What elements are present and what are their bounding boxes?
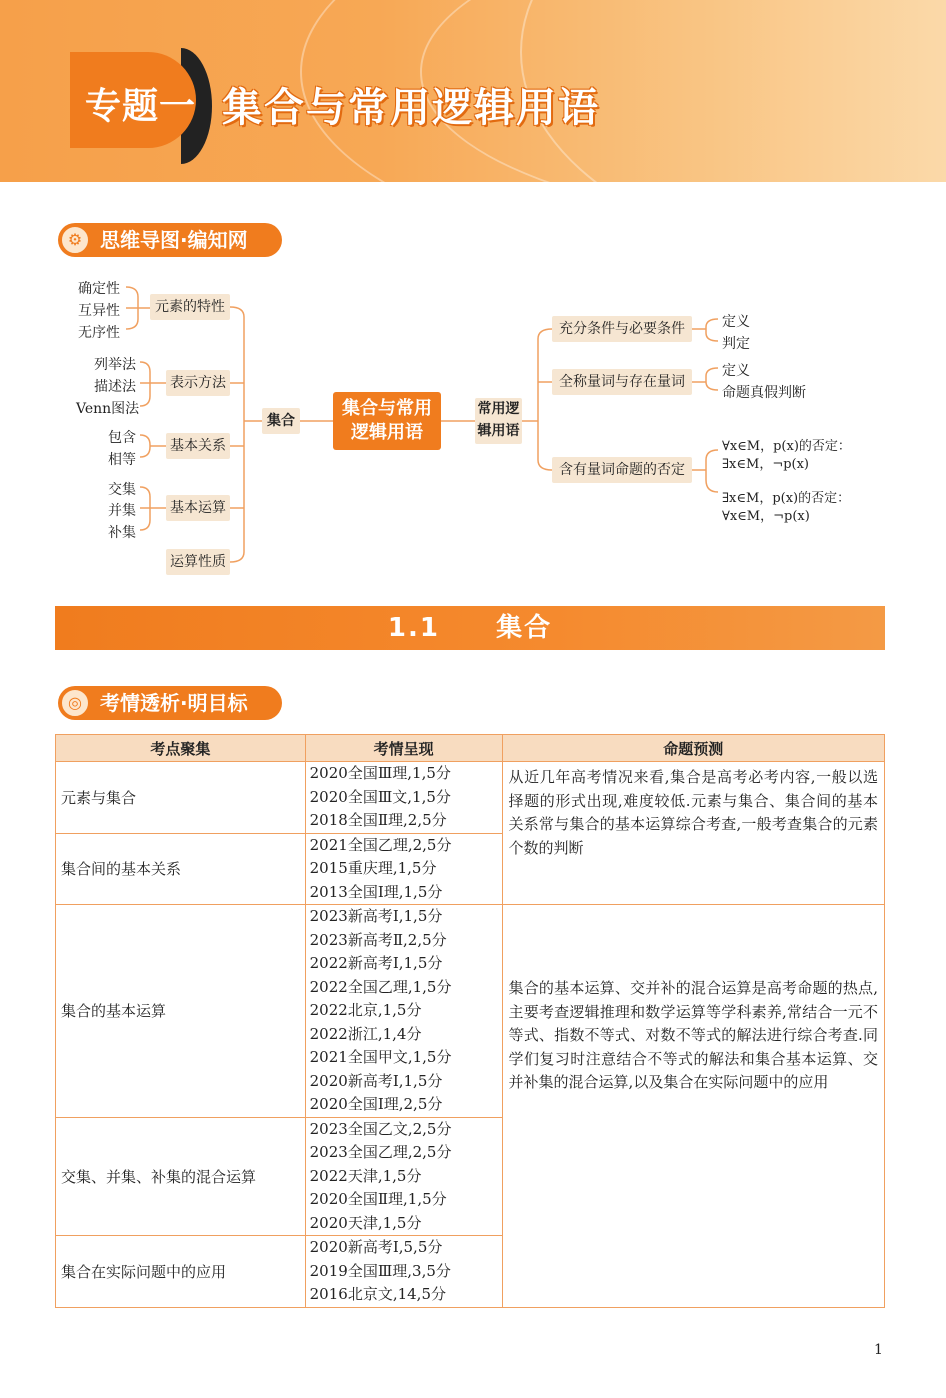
source-item: 2022新高考Ⅰ,1,5分 (309, 954, 443, 972)
leaf-equality: 相等 (108, 452, 136, 468)
topic-cell: 集合间的基本关系 (56, 833, 306, 905)
source-item: 2023新高考Ⅱ,2,5分 (309, 930, 447, 949)
gear-bulb-icon: ⚙ (60, 225, 90, 255)
exam-analysis-table (55, 734, 885, 1308)
table-row (56, 905, 885, 1118)
header-prediction: 命题预测 (502, 735, 884, 762)
branch-basic-relations: 基本关系 (166, 433, 230, 459)
section-number: 1.1 (387, 613, 440, 643)
mindmap-center-line1: 集合与常用 (342, 398, 432, 419)
source-item: 2016北京文,14,5分 (309, 1285, 446, 1303)
chapter-label: 专题一 (85, 86, 197, 127)
source-item: 2015重庆理,1,5分 (309, 859, 437, 877)
chapter-title: 集合与常用逻辑用语 (222, 85, 600, 131)
source-item: 2013全国Ⅰ理,1,5分 (309, 882, 443, 901)
sources-cell (305, 905, 502, 1118)
sources-cell (305, 1236, 502, 1308)
leaf-determinacy: 确定性 (78, 281, 120, 297)
leaf-truth-judgement: 命题真假判断 (722, 385, 806, 401)
source-item: 2019全国Ⅲ理,3,5分 (309, 1261, 451, 1280)
left-root-sets: 集合 (262, 408, 300, 434)
source-item: 2018全国Ⅱ理,2,5分 (309, 811, 447, 829)
branch-quantifiers: 全称量词与存在量词 (552, 369, 692, 395)
branch-basic-operations: 基本运算 (166, 495, 230, 521)
source-item: 2023全国乙理,2,5分 (309, 1143, 452, 1161)
branch-operation-properties: 运算性质 (166, 549, 230, 575)
prediction-cell (502, 905, 884, 1308)
topic-cell: 元素与集合 (56, 762, 306, 834)
source-item: 2020全国Ⅱ理,1,5分 (309, 1190, 447, 1208)
source-item: 2023全国乙文,2,5分 (309, 1119, 452, 1138)
topic-cell: 交集、并集、补集的混合运算 (56, 1117, 306, 1236)
source-item: 2020全国Ⅲ理,1,5分 (309, 764, 451, 782)
source-item: 2023新高考Ⅰ,1,5分 (309, 907, 443, 925)
leaf-description: 描述法 (94, 379, 136, 395)
leaf-complement: 补集 (108, 525, 136, 541)
source-item: 2020全国Ⅲ文,1,5分 (309, 787, 451, 806)
mindmap-section-title: 思维导图·编知网 (100, 228, 248, 252)
source-item: 2022天津,1,5分 (309, 1166, 422, 1185)
mindmap-center-line2: 逻辑用语 (351, 422, 423, 443)
branch-representation: 表示方法 (166, 370, 230, 396)
leaf-venn: Venn图法 (76, 401, 140, 417)
leaf-judgement: 判定 (722, 336, 750, 352)
topic-cell: 集合的基本运算 (56, 905, 306, 1118)
leaf-distinctness: 互异性 (78, 303, 120, 319)
source-item: 2022全国乙理,1,5分 (309, 977, 452, 996)
source-item: 2022浙江,1,4分 (309, 1024, 422, 1043)
leaf-definition-1: 定义 (722, 314, 750, 330)
source-item: 2022北京,1,5分 (309, 1001, 422, 1019)
branch-sufficient-necessary: 充分条件与必要条件 (552, 316, 692, 342)
source-item: 2020新高考Ⅰ,1,5分 (309, 1071, 443, 1090)
leaf-negation-2b: ∀x∈M，¬p(x) (722, 509, 810, 524)
sources-cell (305, 833, 502, 905)
branch-element-properties: 元素的特性 (150, 294, 230, 320)
right-root-line2: 辑用语 (477, 423, 520, 439)
table-header-row (56, 735, 885, 762)
section-title: 集合 (496, 613, 553, 643)
sources-cell (305, 762, 502, 834)
leaf-negation-2a: ∃x∈M，p(x)的否定： (722, 491, 851, 506)
header-topic: 考点聚集 (56, 735, 306, 762)
source-item: 2021全国甲文,1,5分 (309, 1048, 452, 1066)
source-item: 2021全国乙理,2,5分 (309, 835, 452, 854)
leaf-enumeration: 列举法 (94, 357, 136, 373)
prediction-text: 从近几年高考情况来看,集合是高考必考内容,一般以选择题的形式出现,难度较低.元素与集合、集合间的基本关系常与集合的基本运算综合考查,一般考查集合的元素个数的判断 (508, 768, 878, 857)
right-root-line1: 常用逻 (477, 401, 520, 417)
exam-section-title: 考情透析·明目标 (100, 691, 248, 715)
header-sources: 考情呈现 (305, 735, 502, 762)
sources-cell (305, 1117, 502, 1236)
leaf-unordered: 无序性 (78, 325, 120, 341)
exam-section-tag (58, 686, 282, 720)
table-row (56, 762, 885, 834)
leaf-inclusion: 包含 (108, 430, 136, 446)
topic-cell: 集合在实际问题中的应用 (56, 1236, 306, 1308)
source-item: 2020新高考Ⅰ,5,5分 (309, 1238, 443, 1256)
prediction-cell (502, 762, 884, 905)
right-root-logic (475, 398, 522, 444)
leaf-negation-1a: ∀x∈M，p(x)的否定： (722, 439, 851, 454)
leaf-definition-2: 定义 (722, 363, 750, 379)
leaf-union: 并集 (108, 503, 136, 519)
page-number: 1 (874, 1342, 883, 1358)
section-heading (55, 606, 885, 650)
branch-negation: 含有量词命题的否定 (552, 457, 692, 483)
source-item: 2020全国Ⅰ理,2,5分 (309, 1095, 443, 1113)
prediction-text: 集合的基本运算、交并补的混合运算是高考命题的热点,主要考查逻辑推理和数学运算等学科素养,常结合一元不等式、指数不等式、对数不等式的解法进行综合考查.同学们复习时注意结合不等式的解法和集合基本运算、交并补集的混合运算,以及集合在实际问题中的应用 (508, 979, 878, 1091)
source-item: 2020天津,1,5分 (309, 1213, 422, 1232)
leaf-intersection: 交集 (108, 482, 136, 498)
leaf-negation-1b: ∃x∈M，¬p(x) (722, 457, 810, 472)
mindmap-center (333, 392, 441, 450)
target-icon: ◎ (60, 688, 90, 718)
